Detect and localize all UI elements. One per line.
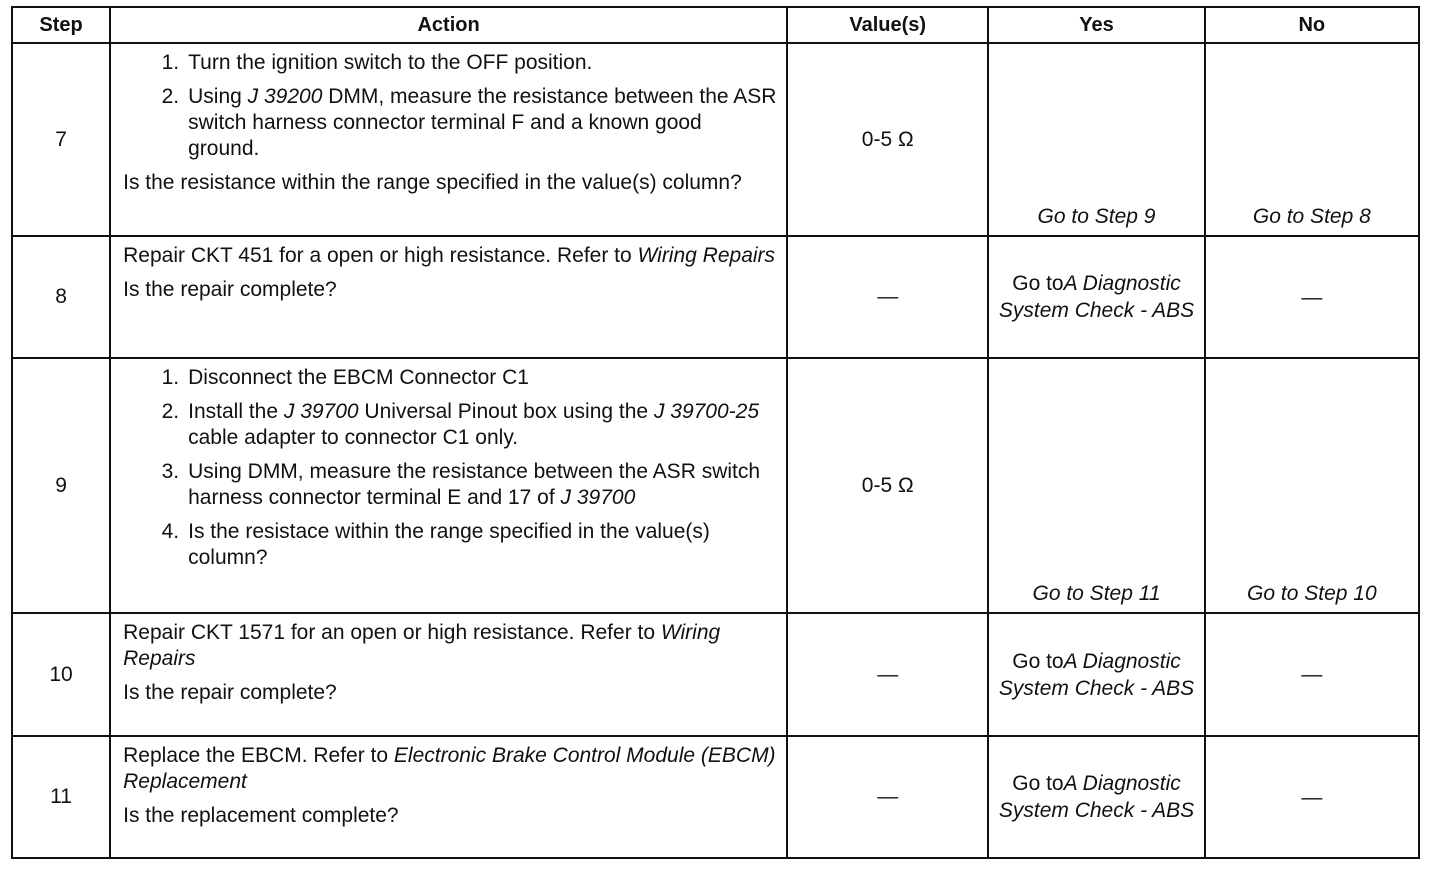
action-cell <box>110 358 787 613</box>
action-cell <box>110 43 787 236</box>
header-no: No <box>1205 7 1419 43</box>
text-part: Using DMM, measure the resistance between the ASR switch harness connector terminal E and 17 of <box>188 460 761 509</box>
step-text <box>188 84 778 162</box>
text-part: Replace the EBCM. Refer to <box>123 744 394 767</box>
reference-link-text: A Diagnostic System Check - ABS <box>998 772 1195 822</box>
no-cell <box>1205 236 1419 358</box>
text-part: cable adapter to connector C1 only. <box>188 426 519 449</box>
text-part: Is the resistace within the range specified in the value(s) column? <box>188 520 710 569</box>
action-cell <box>110 236 787 358</box>
reference-link-text: Wiring Repairs <box>637 244 776 267</box>
step-number: 7 <box>12 43 110 236</box>
text-part: Go to <box>1012 272 1064 295</box>
step-text <box>188 459 778 511</box>
text-part: Repair CKT 451 for a open or high resistance. Refer to <box>123 244 638 267</box>
action-question: Is the replacement complete? <box>123 804 399 827</box>
header-yes: Yes <box>988 7 1204 43</box>
table-row-step-10 <box>12 613 1419 736</box>
header-values: Value(s) <box>787 7 988 43</box>
yes-cell <box>988 236 1204 358</box>
value-text: 0-5 Ω <box>861 473 914 497</box>
step-number: 10 <box>12 613 110 736</box>
step-index: 1. <box>161 51 180 74</box>
tool-reference: J 39700 <box>560 486 636 509</box>
header-row <box>12 7 1419 43</box>
reference-link-text: Electronic Brake Control Module (EBCM) Replacement <box>123 744 776 793</box>
header-step: Step <box>12 7 110 43</box>
value-cell <box>787 358 988 613</box>
step-text <box>188 50 778 76</box>
step-text <box>188 519 778 571</box>
text-part: Go to <box>1012 772 1064 795</box>
step-number: 11 <box>12 736 110 858</box>
value-cell <box>787 736 988 858</box>
step-text <box>188 365 778 391</box>
value-text: — <box>877 785 899 808</box>
step-index: 2. <box>161 400 180 423</box>
yes-cell: Go to Step 9 <box>988 43 1204 236</box>
tool-reference: J 39200 <box>247 85 323 108</box>
action-step-1 <box>123 365 778 391</box>
no-cell: Go to Step 8 <box>1205 43 1419 236</box>
diagnostic-table <box>11 6 1420 859</box>
reference-link-text: A Diagnostic System Check - ABS <box>998 649 1195 700</box>
header-action: Action <box>110 7 787 43</box>
step-text <box>188 399 778 451</box>
text-part: Install the <box>188 400 284 423</box>
action-text <box>123 743 778 795</box>
value-cell <box>787 236 988 358</box>
yes-cell: Go to Step 11 <box>988 358 1204 613</box>
text-part: Disconnect the EBCM Connector C1 <box>188 366 529 389</box>
action-question: Is the repair complete? <box>123 681 337 704</box>
action-question: Is the repair complete? <box>123 278 337 301</box>
action-step-2 <box>123 84 778 162</box>
text-part: Go to <box>1012 649 1064 673</box>
no-text: — <box>1301 663 1323 686</box>
action-text <box>123 243 778 269</box>
table-row-step-8 <box>12 236 1419 358</box>
reference-link-text: A Diagnostic System Check - ABS <box>998 272 1195 322</box>
value-text: 0-5 Ω <box>861 127 914 151</box>
action-step-4 <box>123 519 778 571</box>
value-text: — <box>877 285 899 308</box>
yes-cell <box>988 613 1204 736</box>
action-steps <box>123 365 778 571</box>
text-part: Repair CKT 1571 for an open or high resistance. Refer to <box>123 621 661 644</box>
value-cell <box>787 43 988 236</box>
action-question: Is the resistance within the range specified in the value(s) column? <box>123 171 742 194</box>
text-part: Universal Pinout box using the <box>358 400 654 423</box>
step-index: 4. <box>161 520 180 543</box>
text-part: Using <box>188 85 248 108</box>
tool-reference: J 39700 <box>283 400 359 423</box>
text-part: Turn the ignition switch to the OFF position. <box>188 51 593 74</box>
no-text: — <box>1301 285 1323 309</box>
action-step-2 <box>123 399 778 451</box>
tool-reference: J 39700-25 <box>653 400 760 423</box>
yes-cell <box>988 736 1204 858</box>
table-row-step-9 <box>12 358 1419 613</box>
no-cell <box>1205 736 1419 858</box>
table-row-step-7 <box>12 43 1419 236</box>
action-cell <box>110 613 787 736</box>
no-cell: Go to Step 10 <box>1205 358 1419 613</box>
text-part: DMM, measure the resistance between the ASR switch harness connector terminal F and a known good ground. <box>188 85 777 160</box>
table-row-step-11 <box>12 736 1419 858</box>
value-text: — <box>877 662 899 686</box>
step-index: 1. <box>161 366 180 389</box>
action-cell <box>110 736 787 858</box>
step-number: 8 <box>12 236 110 358</box>
step-index: 3. <box>161 460 180 483</box>
action-text <box>123 620 778 672</box>
step-index: 2. <box>161 85 180 108</box>
value-cell <box>787 613 988 736</box>
step-number: 9 <box>12 358 110 613</box>
action-step-3 <box>123 459 778 511</box>
reference-link-text: Wiring Repairs <box>123 621 721 670</box>
action-steps <box>123 50 778 162</box>
no-cell <box>1205 613 1419 736</box>
no-text: — <box>1301 785 1323 809</box>
action-step-1 <box>123 50 778 76</box>
